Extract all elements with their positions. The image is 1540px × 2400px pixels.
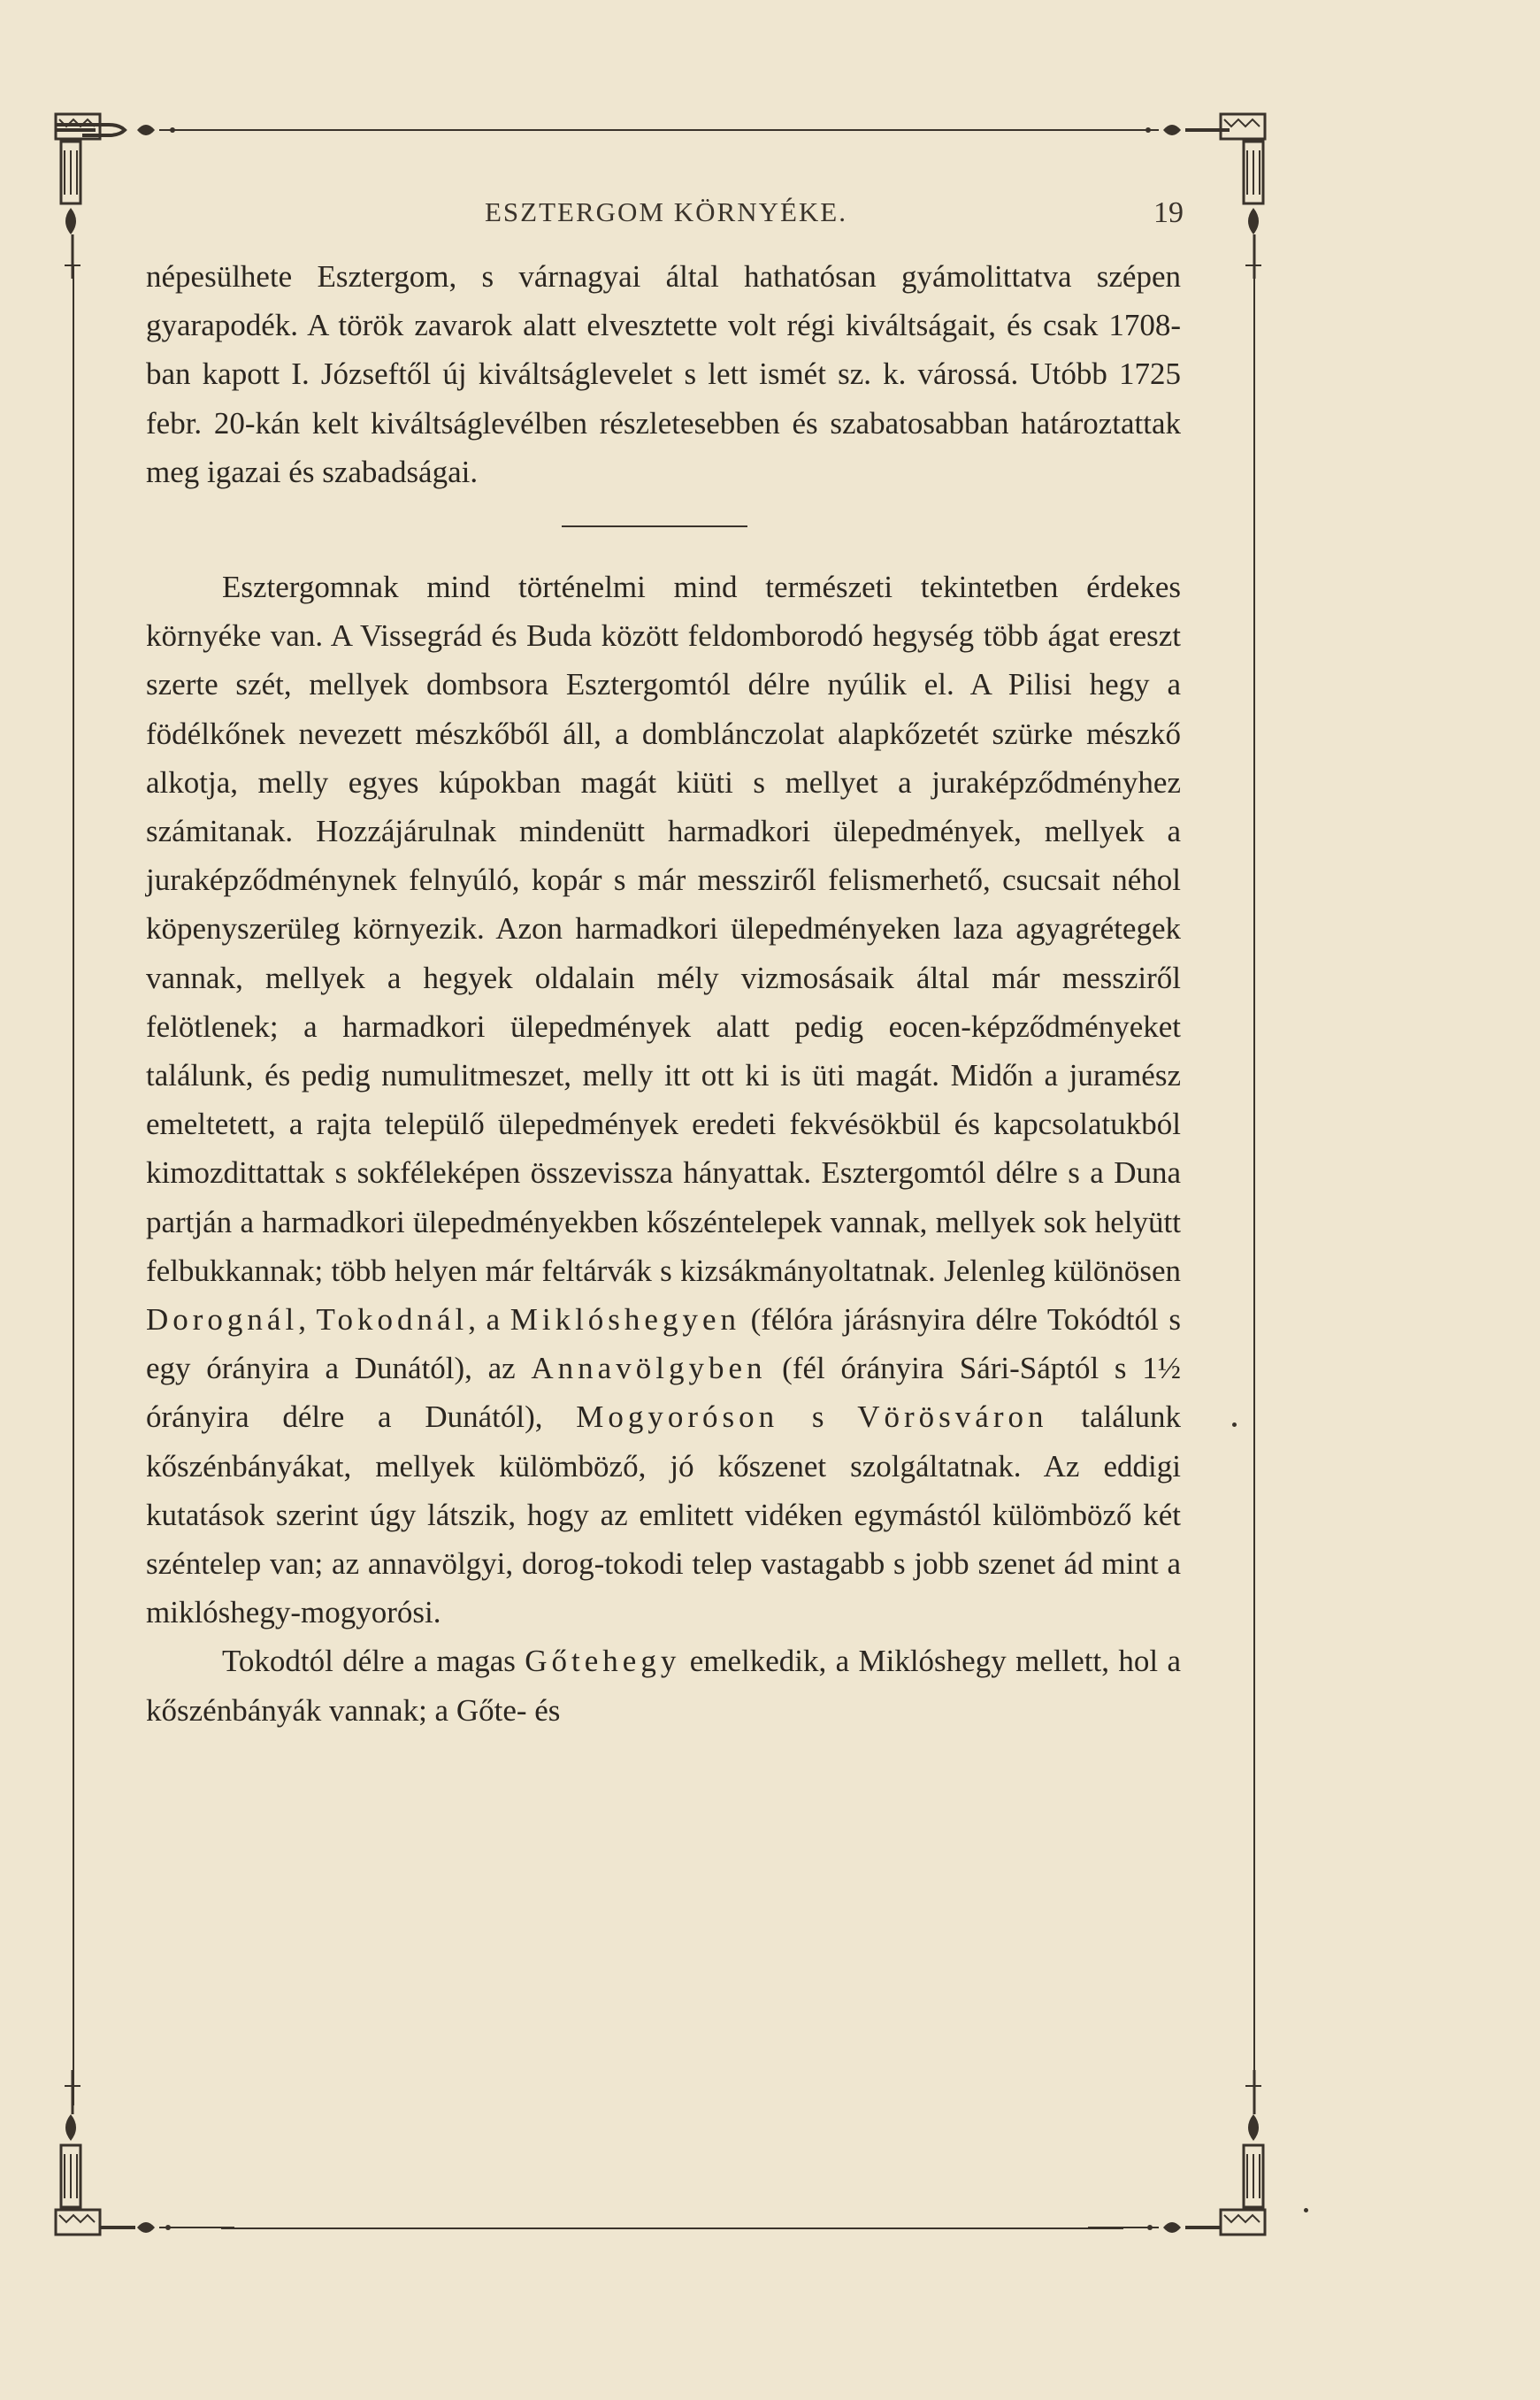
paragraph-1: népesülhete Esztergom, s várnagyai által hathatósan gyámolittatva szépen gyarapodék. A török zavarok alatt elvesztette volt régi kiváltságait, és csak 1708-ban kapott I. Józseftől új kiváltságlevelet s lett ismét sz. k. várossá. Utóbb 1725 febr. 20-kán kelt kiváltságlevélben részletesebben és szabatosabban határoztattak meg igazai és szabadságai.	[146, 259, 1181, 489]
running-title: ESZTERGOM KÖRNYÉKE.	[485, 196, 847, 227]
left-rule	[73, 265, 74, 2105]
corner-ornament-bottom-right	[1088, 2070, 1274, 2247]
text-run: Esztergomnak mind történelmi mind természeti tekintetben érdekes környéke van. A Vissegrád és Buda között feldomborodó hegység több ágat ereszt szerte szét, mellyek dombsora Esztergomtól délre nyúlik el. A Pilisi hegy a födélkőnek nevezett mészkőből áll, a domblánczolat alapkőzetét szürke mészkő alkotja, melly egyes kúpokban magát kiüti s mellyet a juraképződményhez számitanak. Hozzájárulnak mindenütt harmadkori ülepedmények, mellyek a juraképződménynek felnyúló, kopár s már messziről felismerhető, csucsait néhol köpenyszerüleg környezik. Azon harmadkori ülepedményeken laza agyagrétegek vannak, mellyek a hegyek oldalain mély vizmosásaik által már messziről felötlenek; a harmadkori ülepedmények alatt pedig eocen-képződményeket találunk, és pedig numulitmeszet, melly itt ott ki is üti magát. Midőn a juramész emeltetett, a rajta települő ülepedmények eredeti fekvésökbül és kapcsolatukból kimozdittattak s sokféleképen összevissza hányattak. Esztergomtól délre s a Duna partján a harmadkori ülepedményekben kőszéntelepek vannak, mellyek sok helyütt felbukkannak; több helyen már feltárvák s kizsákmányoltatnak. Jelenleg különösen	[146, 570, 1181, 1288]
top-rule	[221, 129, 1123, 131]
text-run: ,	[298, 1302, 317, 1338]
margin-mark	[1232, 1422, 1237, 1427]
text-run: (fél órányira Sári-Sáptól s 1½ órányira délre a Dunától),	[146, 1351, 1181, 1435]
place-name: Vörösváron	[857, 1399, 1048, 1435]
place-name: Mogyoróson	[576, 1399, 779, 1435]
corner-ornament-bottom-left	[49, 2070, 234, 2247]
text-run: Tokodtól délre a magas	[222, 1644, 525, 1679]
text-run: emelkedik, a Miklóshegy mellett, hol a kőszénbányák vannak; a Gőte- és	[146, 1644, 1182, 1728]
page-number: 19	[1153, 196, 1184, 229]
right-rule	[1253, 265, 1255, 2105]
margin-mark	[1304, 2208, 1308, 2212]
section-separator	[562, 525, 747, 527]
place-name: Miklóshegyen	[510, 1302, 740, 1338]
bottom-rule	[221, 2227, 1123, 2229]
place-name: Gőtehegy	[525, 1644, 681, 1679]
text-run: , a	[468, 1302, 510, 1338]
place-name: Annavölgyben	[531, 1351, 767, 1386]
body-text	[146, 252, 1181, 1735]
place-name: Dorognál	[146, 1302, 299, 1338]
paragraph-3	[146, 1637, 1181, 1734]
running-header	[149, 196, 1184, 241]
paragraph-2	[146, 563, 1181, 1637]
text-run: (félóra járásnyira délre Tokódtól s egy órányira a Dunától), az	[146, 1302, 1181, 1386]
place-name: Tokodnál	[316, 1302, 469, 1338]
text-run: találunk kőszénbányákat, mellyek külömböző, jó kőszenet szolgáltatnak. Az eddigi kutatások szerint úgy látszik, hogy az emlitett vidéken egymástól külömböző két széntelep van; az annavölgyi, dorog-tokodi telep vastagabb s jobb szenet ád mint a miklóshegy-mogyorósi.	[146, 1399, 1181, 1630]
text-run: s	[778, 1399, 858, 1435]
